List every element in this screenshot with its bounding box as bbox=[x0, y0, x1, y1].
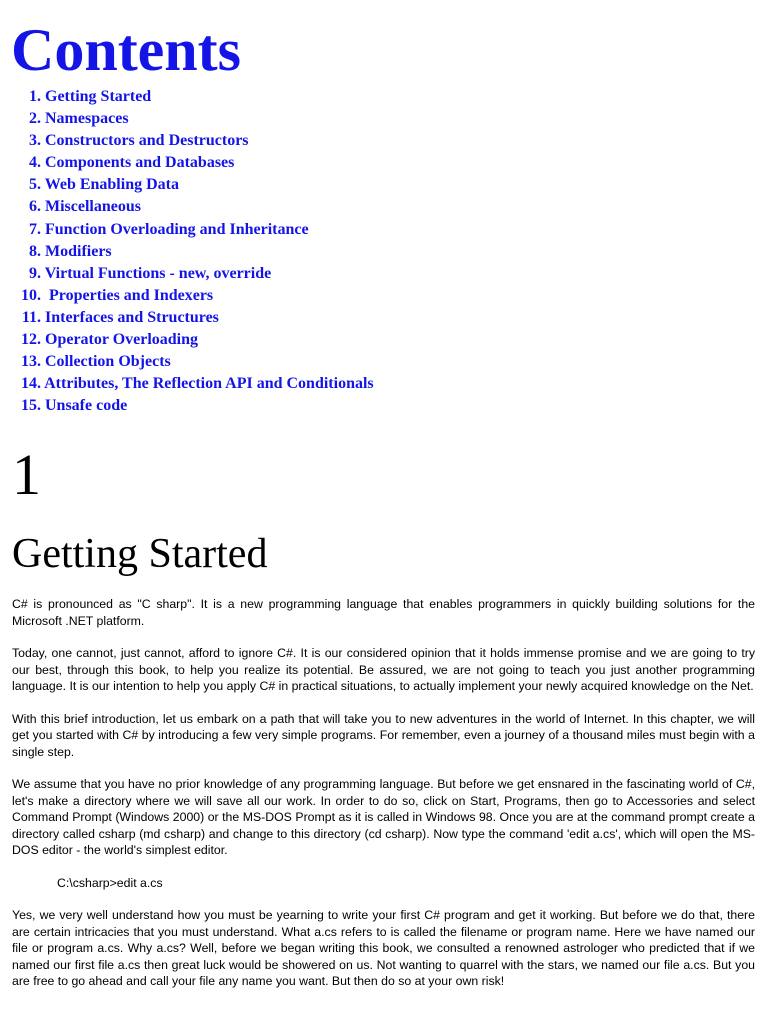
toc-item-number: 6. bbox=[29, 198, 41, 216]
toc-item-label: Attributes, The Reflection API and Conditionals bbox=[44, 375, 374, 393]
body-paragraph: With this brief introduction, let us embark on a path that will take you to new adventures in the world of Internet. In this chapter, we will get you started with C# by introducing a few very simple programs. For remember, even a journey of a thousand miles must begin with a single step. bbox=[12, 711, 755, 759]
toc-item[interactable] bbox=[11, 395, 374, 417]
toc-item-number: 9. bbox=[29, 264, 41, 282]
toc-item-number: 15. bbox=[21, 397, 41, 415]
toc-item[interactable] bbox=[11, 351, 374, 373]
toc-item-label: Collection Objects bbox=[45, 353, 171, 371]
toc-item[interactable] bbox=[11, 174, 374, 196]
toc-item-label: Virtual Functions - new, override bbox=[44, 264, 272, 282]
toc-item[interactable] bbox=[11, 263, 374, 285]
body-paragraph: Yes, we very well understand how you must be yearning to write your first C# program and get it working. But before we do that, there are certain intricacies that you must understand. What a.cs refers to is called the filename or program name. Here we have named our file or program a.cs. Why a.cs? Well, before we began writing this book, we consulted a renowned astrologer who predicted that if we named our first file a.cs then great luck would be showered on us. Not wanting to quarrel with the stars, we named our file a.cs. But you are free to go ahead and call your file any name you want. But then do so at your own risk! bbox=[12, 908, 755, 988]
toc-item[interactable] bbox=[11, 307, 374, 329]
toc-item[interactable] bbox=[11, 86, 374, 108]
toc-item-label: Web Enabling Data bbox=[44, 176, 179, 194]
body-paragraph: C# is pronounced as "C sharp". It is a new programming language that enables programmers in quickly building solutions for the Microsoft .NET platform. bbox=[12, 597, 755, 628]
contents-title: Contents bbox=[11, 17, 242, 83]
table-of-contents bbox=[11, 86, 374, 417]
toc-item-number: 8. bbox=[29, 242, 41, 260]
toc-item-number: 5. bbox=[29, 176, 41, 194]
body-paragraph: Today, one cannot, just cannot, afford to ignore C#. It is our considered opinion that it holds immense promise and we are going to try our best, through this book, to help you realize its potential. Be assured, we are not going to teach you just another programming language. It is our intention to help you apply C# in practical situations, to actually implement your newly acquired knowledge on the Net. bbox=[12, 646, 755, 693]
toc-item-label: Unsafe code bbox=[45, 397, 128, 415]
toc-item-number: 12. bbox=[21, 331, 41, 349]
toc-item-number: 10. bbox=[21, 286, 41, 304]
toc-item[interactable] bbox=[11, 196, 374, 218]
toc-item-label: Components and Databases bbox=[45, 154, 235, 172]
toc-item-number: 3. bbox=[29, 132, 41, 150]
toc-item-label: Properties and Indexers bbox=[45, 286, 214, 304]
toc-item[interactable] bbox=[11, 219, 374, 241]
toc-item[interactable] bbox=[11, 130, 374, 152]
body-paragraph: We assume that you have no prior knowledge of any programming language. But before we get ensnared in the fascinating world of C#, let's make a directory where we will save all our work. In order to do so, click on Start, Programs, then go to Accessories and select Command Prompt (Windows 2000) or the MS-DOS Prompt as it is called in Windows 98. Once you are at the command prompt create a directory called csharp (md csharp) and change to this directory (cd csharp). Now type the command 'edit a.cs', which will open the MS-DOS editor - the world's simplest editor. bbox=[12, 777, 755, 857]
toc-item-number: 2. bbox=[29, 110, 41, 128]
toc-item[interactable] bbox=[11, 329, 374, 351]
toc-item-number: 7. bbox=[29, 220, 41, 238]
toc-item-number: 11. bbox=[21, 308, 41, 326]
toc-item[interactable] bbox=[11, 285, 374, 307]
toc-item-label: Constructors and Destructors bbox=[45, 132, 249, 150]
toc-item-label: Function Overloading and Inheritance bbox=[45, 220, 309, 238]
toc-item-number: 13. bbox=[21, 353, 41, 371]
toc-item-label: Modifiers bbox=[45, 242, 112, 260]
chapter-body bbox=[12, 596, 755, 1006]
toc-item-label: Operator Overloading bbox=[45, 331, 199, 349]
toc-item-number: 1. bbox=[29, 88, 41, 105]
toc-item[interactable] bbox=[11, 373, 374, 395]
code-sample: C:\csharp>edit a.cs bbox=[57, 875, 163, 890]
toc-item-label: Getting Started bbox=[45, 88, 152, 105]
toc-item-label: Interfaces and Structures bbox=[45, 308, 219, 326]
toc-item-number: 14. bbox=[21, 375, 41, 393]
toc-item[interactable] bbox=[11, 108, 374, 130]
toc-item-label: Namespaces bbox=[45, 110, 129, 128]
chapter-title: Getting Started bbox=[12, 531, 268, 577]
toc-item[interactable] bbox=[11, 241, 374, 263]
toc-item[interactable] bbox=[11, 152, 374, 174]
toc-item-number: 4. bbox=[29, 154, 41, 172]
toc-item-label: Miscellaneous bbox=[45, 198, 141, 216]
chapter-number: 1 bbox=[12, 442, 41, 507]
